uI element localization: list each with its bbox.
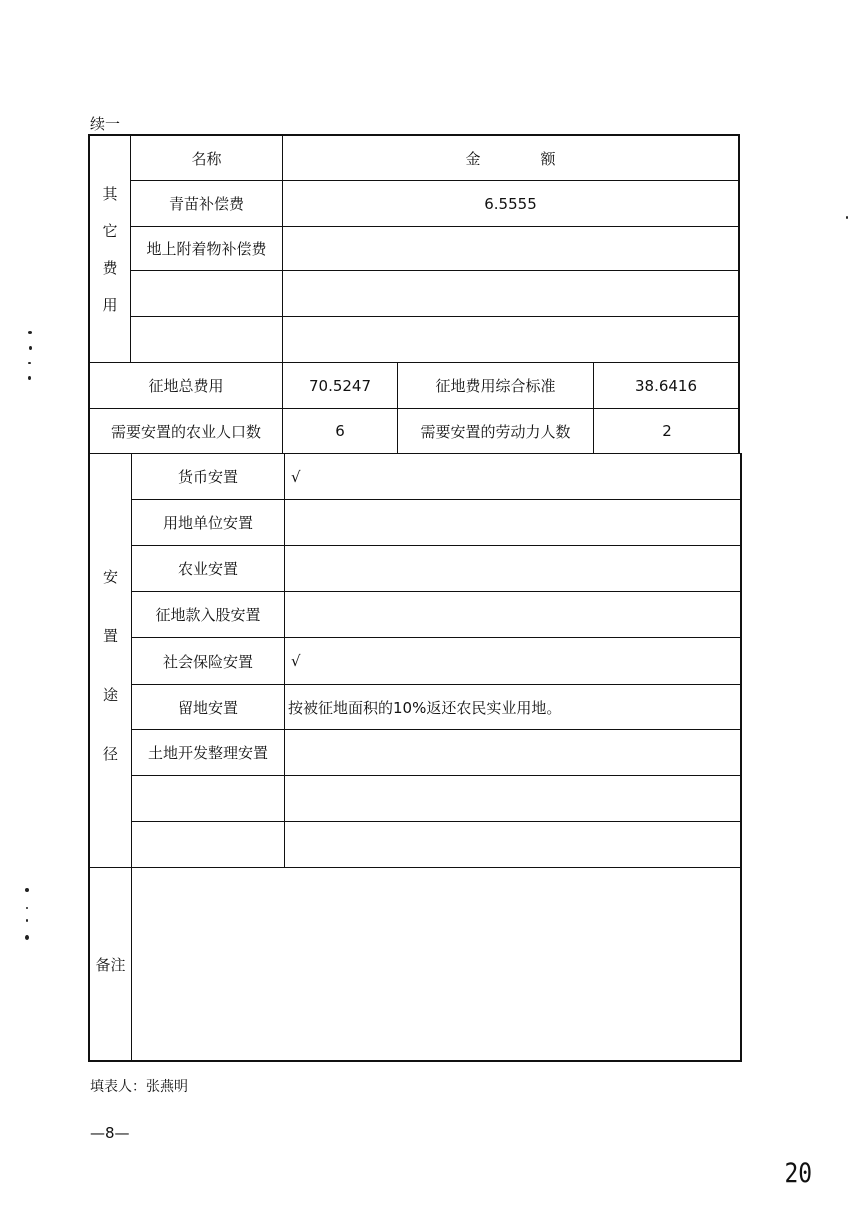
resettle-value-cell[interactable] [285,500,740,545]
resettle-method-cell: 留地安置 [177,698,238,717]
fee-amount-cell[interactable] [283,227,738,270]
col-name-header: 名称 [191,149,222,168]
other-fees-label-char: 它 [102,222,118,240]
resettle-value-cell[interactable]: √ [291,652,301,670]
handwritten-page-number: 20 [784,1158,813,1189]
labor-value[interactable]: 2 [662,422,672,440]
resettle-method-cell: 农业安置 [177,560,238,578]
scan-mark [25,888,29,892]
resettle-value-cell[interactable] [285,730,740,775]
fee-name-cell: 青苗补偿费 [168,195,244,213]
fee-name-cell[interactable] [131,317,282,362]
resettle-method-cell: 货币安置 [177,468,238,486]
scan-mark [25,935,29,940]
fee-name-cell[interactable] [131,271,282,316]
scan-mark [846,216,848,219]
resettle-method-cell[interactable] [132,776,284,821]
scan-mark [26,907,28,909]
continuation-label: 续一 [90,115,121,133]
resettle-value-cell[interactable] [285,546,740,591]
agri-pop-label: 需要安置的农业人口数 [110,422,261,441]
resettle-method-cell: 社会保险安置 [162,652,253,671]
scan-mark [28,362,31,364]
other-fees-label-char: 其 [102,185,118,203]
page-number: —8— [90,1124,130,1142]
fee-amount-cell[interactable] [283,317,738,362]
resettle-method-cell: 用地单位安置 [162,514,253,532]
scan-mark [28,376,31,380]
resettle-method-cell: 征地款入股安置 [155,606,261,624]
agri-pop-value[interactable]: 6 [335,422,345,440]
scan-mark [26,919,28,922]
table-border-right [738,134,740,453]
scan-mark [29,346,32,350]
fee-name-cell: 地上附着物补偿费 [146,240,267,258]
fee-amount-cell[interactable]: 6.5555 [484,194,537,213]
other-fees-section-label [90,183,130,315]
resettle-method-cell[interactable] [132,822,284,867]
resettlement-section-label [90,566,131,764]
total-fee-value[interactable]: 70.5247 [308,376,372,395]
table-border-bottom [88,1060,742,1062]
form-filler: 填表人：张燕明 [90,1079,188,1095]
resettle-value-cell[interactable]: 按被征地面积的10%返还农民实业用地。 [288,698,562,717]
resettlement-label-char: 安 [102,568,118,586]
total-fee-label: 征地总费用 [148,377,224,395]
standard-label: 征地费用综合标准 [435,377,556,395]
resettle-value-cell[interactable] [285,822,740,867]
resettle-value-cell[interactable] [285,776,740,821]
remarks-label: 备注 [95,955,126,974]
other-fees-label-char: 用 [102,296,118,314]
standard-value[interactable]: 38.6416 [634,376,698,395]
remarks-content[interactable] [132,868,740,1060]
resettlement-label-char: 置 [102,627,118,645]
other-fees-label-char: 费 [102,259,118,277]
resettle-method-cell: 土地开发整理安置 [147,744,268,762]
scan-mark [28,331,32,334]
resettle-value-cell[interactable] [285,592,740,637]
resettlement-label-char: 途 [102,686,118,704]
col-amount-header: 金 额 [465,149,556,168]
resettlement-label-char: 径 [102,745,118,763]
labor-label: 需要安置的劳动力人数 [420,422,571,441]
fee-amount-cell[interactable] [283,271,738,316]
resettle-value-cell[interactable]: √ [291,467,301,486]
